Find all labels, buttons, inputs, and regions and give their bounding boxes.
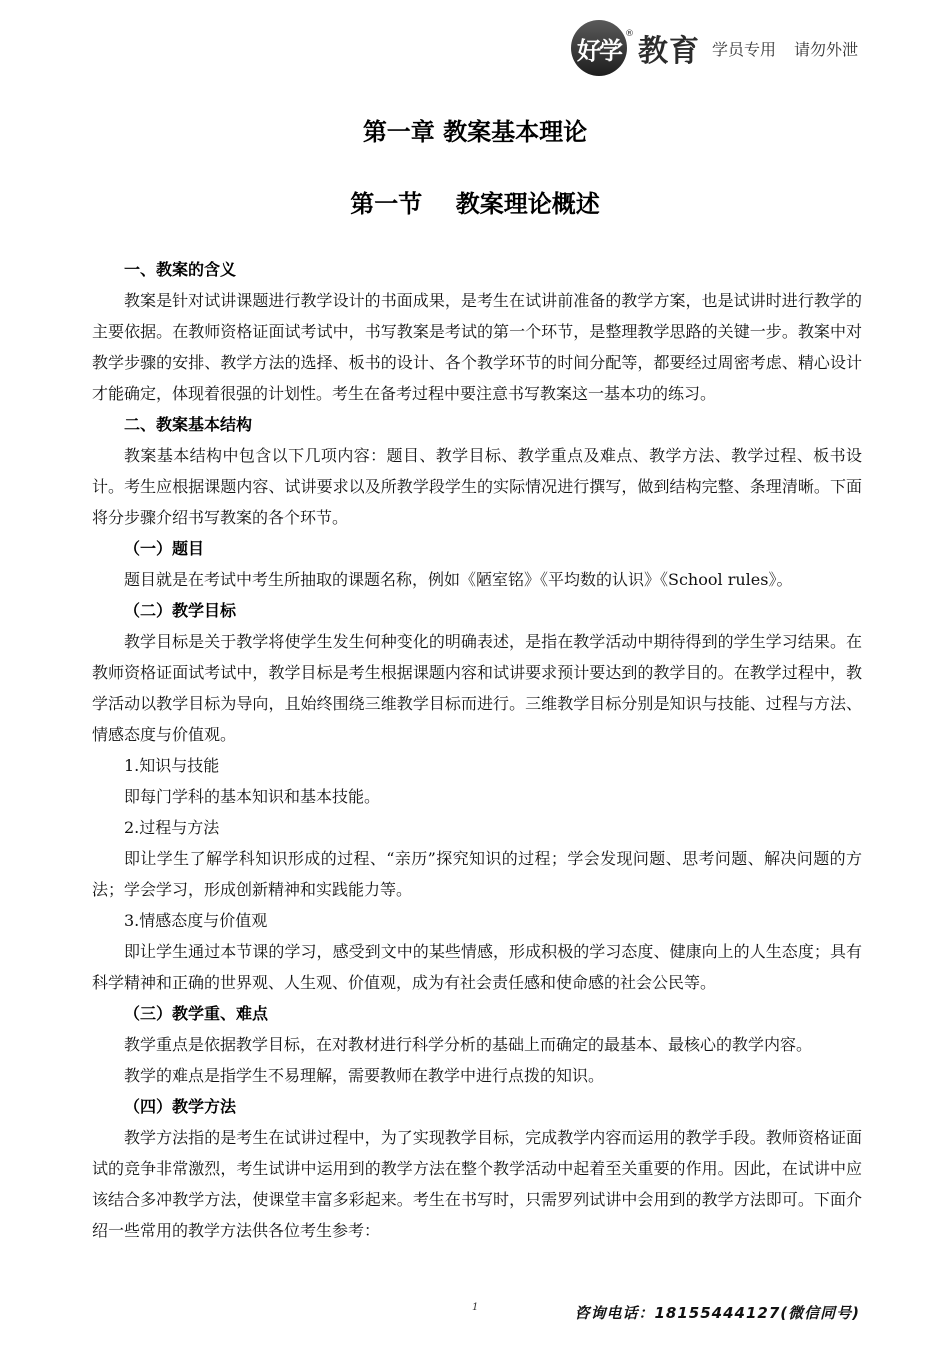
page-header (571, 18, 858, 78)
logo-wordmark: 教育 (637, 34, 700, 69)
paragraph: 教学重点是依据教学目标，在对教材进行科学分析的基础上而确定的最基本、最核心的教学内容。 (124, 1035, 813, 1054)
brand-logo (571, 20, 700, 76)
paragraph: 即让学生了解学科知识形成的过程、“亲历”探究知识的过程；学会发现问题、思考问题、解决问题的方法；学会学习，形成创新精神和实践能力等。 (92, 849, 862, 899)
header-tag: 学员专用 (711, 39, 776, 59)
logo-badge: 好学 (571, 20, 627, 76)
heading-structure: 二、教案基本结构 (124, 415, 253, 434)
heading-objectives: （二）教学目标 (124, 601, 237, 620)
paragraph: 教学的难点是指学生不易理解，需要教师在教学中进行点拨的知识。 (124, 1066, 605, 1085)
document-body (92, 254, 862, 1246)
paragraph: 教学方法指的是考生在试讲过程中，为了实现教学目标，完成教学内容而运用的教学手段。教师资格证面试的竞争非常激烈，考生试讲中运用到的教学方法在整个教学活动中起着至关重要的作用。因此，在试讲中应该结合多冲教学方法，使课堂丰富多彩起来。考生在书写时，只需罗列试讲中会用到的教学方法即可。下面介绍一些常用的教学方法供各位考生参考： (92, 1128, 862, 1240)
chapter-title: 第一章 教案基本理论 (362, 118, 588, 146)
list-item: 1.知识与技能 (124, 756, 220, 775)
heading-key-points: （三）教学重、难点 (124, 1004, 269, 1023)
paragraph: 教案是针对试讲课题进行教学设计的书面成果，是考生在试讲前准备的教学方案，也是试讲时进行教学的主要依据。在教师资格证面试考试中，书写教案是考试的第一个环节，是整理教学思路的关键一步。教案中对教学步骤的安排、教学方法的选择、板书的设计、各个教学环节的时间分配等，都要经过周密考虑、精心设计才能确定，体现着很强的计划性。考生在备考过程中要注意书写教案这一基本功的练习。 (92, 291, 862, 403)
heading-title: （一）题目 (124, 539, 205, 558)
paragraph: 即每门学科的基本知识和基本技能。 (124, 787, 381, 806)
list-item: 3.情感态度与价值观 (124, 911, 268, 930)
section-title: 第一节 教案理论概述 (350, 190, 600, 218)
list-item: 2.过程与方法 (124, 818, 220, 837)
registered-mark: ® (624, 29, 634, 39)
page-number: 1 (472, 1302, 479, 1313)
header-note: 请勿外泄 (793, 39, 858, 59)
heading-meaning: 一、教案的含义 (124, 260, 237, 279)
footer-contact: 咨询电话：18155444127(微信同号) (574, 1304, 860, 1322)
paragraph: 教案基本结构中包含以下几项内容：题目、教学目标、教学重点及难点、教学方法、教学过程、板书设计。考生应根据课题内容、试讲要求以及所教学段学生的实际情况进行撰写，做到结构完整、条理清晰。下面将分步骤介绍书写教案的各个环节。 (92, 446, 862, 527)
paragraph: 教学目标是关于教学将使学生发生何种变化的明确表述，是指在教学活动中期待得到的学生学习结果。在教师资格证面试考试中，教学目标是考生根据课题内容和试讲要求预计要达到的教学目的。在教学过程中，教学活动以教学目标为导向，且始终围绕三维教学目标而进行。三维教学目标分别是知识与技能、过程与方法、情感态度与价值观。 (92, 632, 862, 744)
paragraph: 即让学生通过本节课的学习，感受到文中的某些情感，形成积极的学习态度、健康向上的人生态度；具有科学精神和正确的世界观、人生观、价值观，成为有社会责任感和使命感的社会公民等。 (92, 942, 862, 992)
heading-methods: （四）教学方法 (124, 1097, 237, 1116)
paragraph: 题目就是在考试中考生所抽取的课题名称，例如《陋室铭》《平均数的认识》《School rules》。 (124, 570, 793, 589)
